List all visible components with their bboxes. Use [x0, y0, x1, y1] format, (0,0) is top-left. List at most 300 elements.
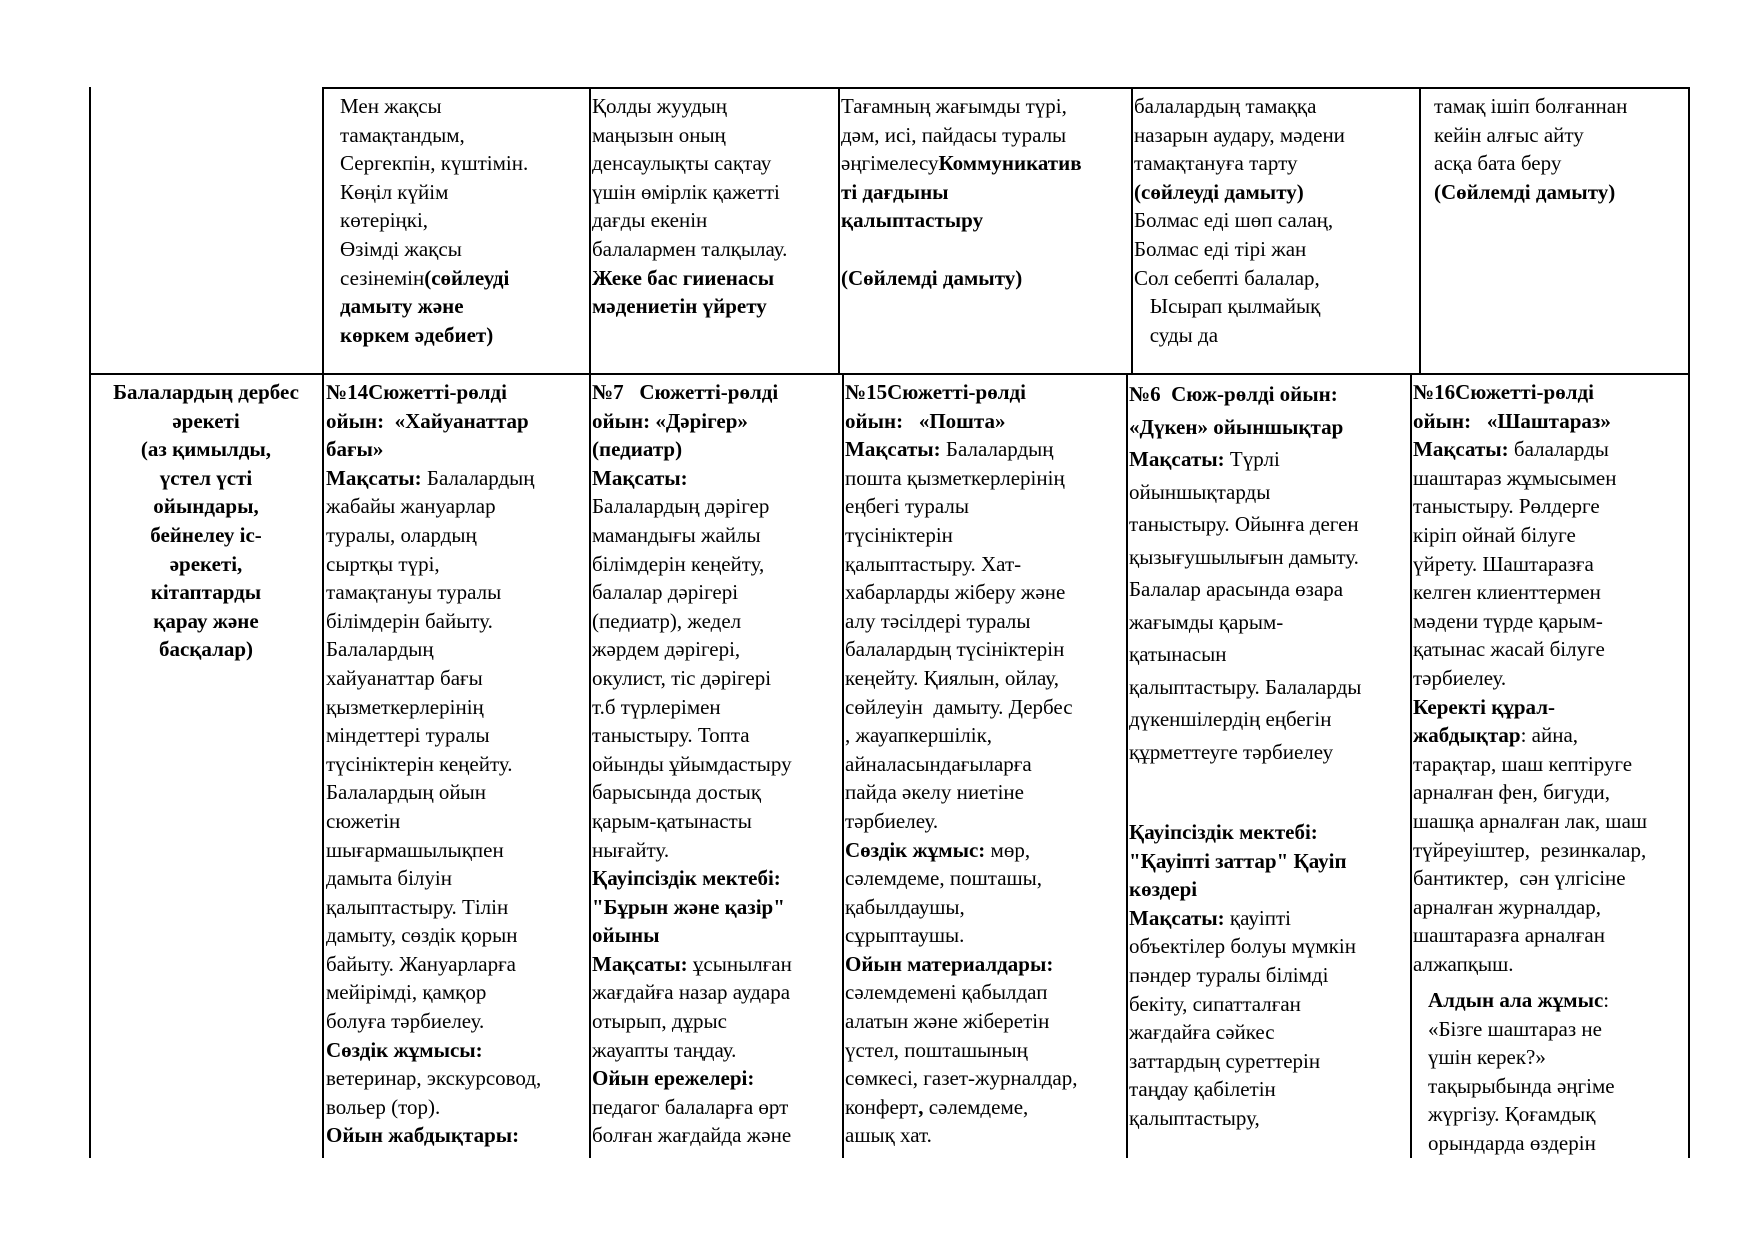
row2-col1-line: [326, 721, 541, 750]
row1-col1-text-run: Өзімді жақсы: [340, 236, 462, 261]
row1-col3-text: [841, 92, 1082, 292]
row2-col1-text-run: ойын: «Хайуанаттар: [326, 408, 529, 433]
row2-col5a-line: [1413, 378, 1647, 407]
row2-col3-text: [845, 378, 1078, 1150]
row2-col5a-line: [1413, 750, 1647, 779]
row2-col3-text-run: сәлемдемені қабылдап: [845, 980, 1048, 1005]
row2-col2-text-run: жәрдем дәрігері,: [592, 637, 741, 662]
row1-col2-line: [592, 264, 787, 293]
row1-col4-line: [1134, 321, 1345, 350]
row2-col4b-line: [1129, 1104, 1356, 1133]
row1-col4-text-run: тамақтануға тарту: [1134, 151, 1298, 176]
row2-col1-text: [326, 378, 541, 1150]
row2-col1-line: [326, 664, 541, 693]
row2-col1-line: [326, 578, 541, 607]
row2-col2-text-run: (педиатр): [592, 437, 683, 462]
row2-col4a-text-run: қатынасын: [1129, 642, 1227, 666]
row2-col3-text-run: үстел, пошташының: [845, 1037, 1028, 1062]
row1-col4-text-run: (сөйлеуді дамыту): [1134, 179, 1304, 204]
row2-col4a-text-run: Мақсаты:: [1129, 447, 1230, 471]
row1-col4-text-run: Ысырап қылмайық: [1134, 294, 1321, 319]
row1-col4-line: [1134, 206, 1345, 235]
row-divider-top: [322, 87, 1690, 89]
row1-col4-line: [1134, 178, 1345, 207]
row2-col4b-text-run: таңдау қабілетін: [1129, 1077, 1276, 1102]
row2-col3-line: [845, 407, 1078, 436]
row2-col3-line: [845, 778, 1078, 807]
row2-col3-text-run: еңбегі туралы: [845, 494, 969, 519]
table-left-border: [89, 87, 91, 1158]
row2-col4a-text-run: жағымды қарым-: [1129, 609, 1284, 634]
row2-col2-text-run: "Бұрын және қазір": [592, 894, 785, 919]
row2-col5a-line: [1413, 435, 1647, 464]
column-divider-2: [589, 87, 591, 1158]
column-divider-5-top: [1419, 87, 1421, 374]
row2-col5a-text-run: : айна,: [1520, 723, 1579, 748]
row1-col4-line: [1134, 235, 1345, 264]
row1-col5-text-run: (Сөйлемді дамыту): [1434, 179, 1616, 204]
row2-col1-line: [326, 864, 541, 893]
row2-col5a-line: [1413, 521, 1647, 550]
row1-col4-text-run: Болмас еді шөп салаң,: [1134, 208, 1334, 233]
row2-col2-text-run: Қауіпсіздік мектебі:: [592, 866, 781, 891]
row2-col3-line: [845, 864, 1078, 893]
row2-col1-line: [326, 1121, 541, 1150]
row2-col3-line: [845, 693, 1078, 722]
activity-label-line: ойындары,: [153, 494, 259, 519]
row2-col1-line: [326, 693, 541, 722]
row2-col3-line: [845, 950, 1078, 979]
row2-col4a-line: [1129, 573, 1361, 606]
row2-col5a-text-run: қатынас жасай білуге: [1413, 637, 1605, 662]
row2-col2-line: [592, 664, 792, 693]
row2-col5a-line: [1413, 607, 1647, 636]
row1-col5-line: [1434, 178, 1627, 207]
row2-col3-text-run: №15Сюжетті-рөлді: [845, 380, 1026, 404]
row2-col3-line: [845, 750, 1078, 779]
row1-col2-line: [592, 235, 787, 264]
row2-col3-text-run: пайда әкелу ниетіне: [845, 780, 1024, 805]
row2-col2-line: [592, 435, 792, 464]
row1-col3-text-run: Коммуникатив: [938, 151, 1082, 176]
row2-col5b-line: [1428, 1129, 1615, 1158]
row2-col2-line: [592, 778, 792, 807]
row2-col3-line: [845, 1007, 1078, 1036]
row1-col1-text-run: көтеріңкі,: [340, 208, 429, 233]
row1-col2-line: [592, 92, 787, 121]
row2-col3-text-run: сұрыптаушы.: [845, 923, 965, 948]
row1-col1-line: [340, 206, 528, 235]
row2-col3-text-run: түсініктерін: [845, 522, 953, 547]
row2-col2-line: [592, 1121, 792, 1150]
row1-col1-line: [340, 92, 528, 121]
row1-col3-line: [841, 178, 1082, 207]
row2-col1-text-run: мейірімді, қамқор: [326, 980, 487, 1005]
row2-col3-text-run: тәрбиелеу.: [845, 808, 939, 833]
row1-col3-line: [841, 264, 1082, 293]
row1-col1-text-run: дамыту және: [340, 294, 464, 319]
row2-col2-line: [592, 1007, 792, 1036]
row2-col5b-text-run: жүргізу. Қоғамдық: [1428, 1102, 1596, 1127]
row2-col1-line: [326, 407, 541, 436]
row2-col4b-line: [1129, 1018, 1356, 1047]
row2-col5a-text-run: келген клиенттермен: [1413, 580, 1601, 605]
row2-col1-text-run: жабайы жануарлар: [326, 494, 496, 519]
row2-col3-text-run: ойын: «Пошта»: [845, 408, 1006, 433]
row2-col2-line: [592, 1064, 792, 1093]
row2-col2-text-run: жауапты таңдау.: [592, 1037, 737, 1062]
row2-col3-text-run: ,: [918, 1094, 924, 1119]
row2-col3-text-run: Балалардың: [945, 437, 1054, 462]
row1-col3-text-run: ті дағдыны: [841, 179, 949, 204]
row2-col5b-line: [1428, 1043, 1615, 1072]
row2-col1-line: [326, 1093, 541, 1122]
row2-col1-text-run: байыту. Жануарларға: [326, 951, 517, 976]
row2-col4a-line: [1129, 476, 1361, 509]
row2-col5-text-part1: [1413, 378, 1647, 978]
row2-col2-text-run: Мақсаты:: [592, 465, 688, 490]
row1-col2-text-run: денсаулықты сақтау: [592, 151, 772, 176]
row2-col3-line: [845, 721, 1078, 750]
row2-col5a-line: [1413, 864, 1647, 893]
row2-col1-text-run: дамыту, сөздік қорын: [326, 923, 518, 948]
row2-col5a-text-run: тәрбиелеу.: [1413, 665, 1507, 690]
row2-col2-text: [592, 378, 792, 1150]
row1-col2-line: [592, 206, 787, 235]
row1-col2-line: [592, 121, 787, 150]
row2-col1-line: [326, 521, 541, 550]
row2-col5b-line: [1428, 1015, 1615, 1044]
row2-col5a-text-run: мәдени түрде қарым-: [1413, 608, 1603, 633]
row2-col1-text-run: білімдерін байыту.: [326, 608, 493, 633]
row1-col1-line: [340, 235, 528, 264]
row2-col3-line: [845, 1064, 1078, 1093]
row2-col3-text-run: қабылдаушы,: [845, 894, 965, 919]
row1-col4-text-run: балалардың тамаққа: [1134, 94, 1317, 118]
row2-col4a-line: [1129, 606, 1361, 639]
row2-col1-text-run: вольер (тор).: [326, 1094, 441, 1119]
row1-col2-text-run: үшін өмірлік қажетті: [592, 179, 780, 204]
row2-col4a-line: [1129, 736, 1361, 769]
row2-col3-text-run: Ойын материалдары:: [845, 951, 1054, 976]
row2-col4b-line: [1129, 1075, 1356, 1104]
activity-label: [92, 378, 320, 664]
activity-label-line: қарау және: [153, 608, 259, 633]
row2-col4a-text-run: №6 Сюж-рөлді ойын:: [1129, 382, 1338, 406]
row1-col2-text-run: мәдениетін үйрету: [592, 294, 767, 319]
row2-col3-line: [845, 836, 1078, 865]
row2-col5b-text-run: :: [1603, 988, 1610, 1012]
row2-col1-text-run: Балалардың: [426, 465, 535, 490]
row2-col2-text-run: №7 Сюжетті-рөлді: [592, 380, 779, 404]
activity-label-line: (аз қимылды,: [140, 437, 272, 462]
row2-col4b-line: [1129, 904, 1356, 933]
row2-col2-text-run: ойын: «Дәрігер»: [592, 408, 748, 433]
row2-col5a-text-run: түйреуіштер, резинкалар,: [1413, 837, 1647, 862]
row2-col1-line: [326, 836, 541, 865]
row2-col5a-line: [1413, 550, 1647, 579]
row1-col3-line: [841, 92, 1082, 121]
row2-col2-text-run: балалар дәрігері: [592, 580, 739, 605]
row2-col4a-text-run: қызығушылығын дамыту.: [1129, 544, 1359, 569]
row2-col2-line: [592, 721, 792, 750]
row2-col2-text-run: жағдайға назар аудара: [592, 980, 791, 1005]
row2-col5a-text-run: ойын: «Шаштараз»: [1413, 408, 1611, 433]
row2-col3-text-run: , жауапкершілік,: [845, 723, 993, 748]
table-right-border: [1688, 87, 1690, 1158]
row2-col3-text-run: алатын және жіберетін: [845, 1009, 1050, 1034]
row2-col1-line: [326, 750, 541, 779]
row2-col1-text-run: сюжетін: [326, 808, 401, 833]
row2-col3-line: [845, 1036, 1078, 1065]
row2-col3-text-run: сөйлеуін дамыту. Дербес: [845, 694, 1073, 719]
row1-col2-text-run: маңызын оның: [592, 122, 726, 147]
row2-col4b-line: [1129, 847, 1356, 876]
row2-col5b-line: [1428, 1072, 1615, 1101]
row2-col3-line: [845, 1093, 1078, 1122]
row2-col1-line: [326, 778, 541, 807]
row2-col3-text-run: Сөздік жұмыс:: [845, 837, 991, 862]
row1-col2-line: [592, 292, 787, 321]
row1-col5-text-run: асқа бата беру: [1434, 151, 1562, 176]
row2-col5b-text-run: «Бізге шаштараз не: [1428, 1016, 1602, 1041]
column-divider-3-bottom: [842, 373, 844, 1158]
row2-col2-line: [592, 1036, 792, 1065]
row2-col5b-text-run: үшін керек?»: [1428, 1045, 1546, 1070]
row2-col5a-text-run: шаштараз жұмысымен: [1413, 465, 1617, 490]
row2-col4a-text-run: Түрлі: [1229, 447, 1280, 471]
row2-col5a-text-run: Керекті құрал-: [1413, 694, 1555, 719]
row1-col3-text-run: Тағамның жағымды түрі,: [841, 94, 1067, 118]
row1-col1-text-run: тамақтандым,: [340, 122, 465, 147]
row2-col4b-text-run: объектілер болуы мүмкін: [1129, 934, 1356, 959]
activity-label-line: әрекеті: [172, 408, 240, 433]
row2-col1-line: [326, 893, 541, 922]
row2-col1-text-run: ветеринар, экскурсовод,: [326, 1066, 542, 1091]
row1-col1-text-run: (сөйлеуді: [424, 265, 510, 290]
row1-col3-text-run: әңгімелесу: [841, 151, 939, 176]
row2-col4a-text-run: Балалар арасында өзара: [1129, 577, 1344, 601]
row1-col2-text-run: Қолды жуудың: [592, 94, 727, 118]
row2-col5a-text-run: шаштаразға арналған: [1413, 923, 1605, 948]
row2-col2-line: [592, 978, 792, 1007]
row2-col2-text-run: қарым-қатынасты: [592, 808, 752, 833]
row2-col3-line: [845, 664, 1078, 693]
row2-col1-line: [326, 978, 541, 1007]
row1-col5-line: [1434, 121, 1627, 150]
row1-col1-text-run: Сергекпін, күштімін.: [340, 151, 529, 176]
row2-col2-text-run: Ойын ережелері:: [592, 1066, 755, 1091]
row2-col4-text-part1: [1129, 378, 1361, 768]
row2-col3-text-run: конферт: [845, 1094, 919, 1119]
row2-col2-line: [592, 693, 792, 722]
row1-col2-text: [592, 92, 787, 321]
row2-col5a-text-run: бантиктер, сән үлгісіне: [1413, 866, 1626, 891]
row2-col4b-line: [1129, 818, 1356, 847]
row2-col3-text-run: кеңейту. Қиялын, ойлау,: [845, 665, 1059, 690]
row2-col5b-line: [1428, 1100, 1615, 1129]
row1-col2-text-run: Жеке бас гииенасы: [592, 265, 775, 290]
row2-col1-text-run: Мақсаты:: [326, 465, 427, 490]
row1-col1-line: [340, 178, 528, 207]
row2-col3-text-run: қалыптастыру. Хат-: [845, 551, 1022, 576]
row2-col2-line: [592, 950, 792, 979]
row2-col4b-line: [1129, 1047, 1356, 1076]
row2-col5a-line: [1413, 635, 1647, 664]
row2-col5a-line: [1413, 464, 1647, 493]
row1-col3-line: [841, 121, 1082, 150]
row1-col3-text-run: дәм, исі, пайдасы туралы: [841, 122, 1067, 147]
row2-col4a-line: [1129, 378, 1361, 411]
column-divider-5-bottom: [1410, 373, 1412, 1158]
row1-col4-text-run: Болмас еді тірі жан: [1134, 236, 1307, 261]
row2-col1-text-run: Сөздік жұмысы:: [326, 1037, 483, 1062]
row2-col5a-text-run: тарақтар, шаш кептіруге: [1413, 751, 1633, 776]
row2-col2-text-run: Мақсаты:: [592, 951, 693, 976]
row1-col2-text-run: балалармен талқылау.: [592, 236, 788, 261]
row1-col2-line: [592, 178, 787, 207]
row2-col4a-line: [1129, 443, 1361, 476]
row2-col2-text-run: барысында достық: [592, 780, 762, 805]
row2-col1-line: [326, 1036, 541, 1065]
row2-col5a-text-run: шашқа арналған лак, шаш: [1413, 808, 1648, 833]
row1-col5-text: [1434, 92, 1627, 206]
row2-col1-line: [326, 435, 541, 464]
row1-col2-line: [592, 149, 787, 178]
row2-col5a-text-run: №16Сюжетті-рөлді: [1413, 380, 1594, 404]
row2-col5a-line: [1413, 664, 1647, 693]
row2-col4b-line: [1129, 932, 1356, 961]
row1-col4-line: [1134, 92, 1345, 121]
row2-col2-text-run: мамандығы жайлы: [592, 522, 761, 547]
row2-col2-line: [592, 1093, 792, 1122]
row2-col2-text-run: нығайту.: [592, 837, 670, 862]
row1-col3-line: [841, 206, 1082, 235]
row2-col1-text-run: түсініктерін кеңейту.: [326, 751, 513, 776]
row2-col5a-line: [1413, 407, 1647, 436]
row2-col1-text-run: дамыта білуін: [326, 866, 452, 891]
row2-col5a-line: [1413, 578, 1647, 607]
row1-col5-line: [1434, 92, 1627, 121]
row2-col5a-text-run: арналған журналдар,: [1413, 894, 1601, 919]
row2-col5-text-part2: [1428, 986, 1615, 1158]
row2-col2-text-run: (педиатр), жедел: [592, 608, 742, 633]
column-divider-4-top: [1131, 87, 1133, 374]
row2-col3-text-run: сөмкесі, газет-журналдар,: [845, 1066, 1078, 1091]
row2-col3-text-run: алу тәсілдері туралы: [845, 608, 1031, 633]
row2-col4b-text-run: жағдайға сәйкес: [1129, 1020, 1275, 1045]
row2-col3-text-run: ашық хат.: [845, 1123, 932, 1148]
row2-col1-text-run: туралы, олардың: [326, 522, 477, 547]
row2-col2-line: [592, 578, 792, 607]
row1-col1-text-run: көркем әдебиет): [340, 322, 494, 347]
row2-col5a-text-run: үйрету. Шаштаразға: [1413, 551, 1594, 576]
row2-col1-text-run: сыртқы түрі,: [326, 551, 440, 576]
activity-label-line: бейнелеу іс-: [150, 522, 262, 547]
row2-col4b-text-run: Қауіпсіздік мектебі:: [1129, 820, 1318, 844]
row2-col4a-text-run: дүкеншілердің еңбегін: [1129, 707, 1332, 731]
row2-col2-text-run: ұсынылған: [692, 951, 792, 976]
row2-col4-text-part2: [1129, 818, 1356, 1133]
row2-col4b-text-run: қауіпті: [1229, 905, 1291, 930]
row1-col1-line: [340, 264, 528, 293]
row2-col4a-line: [1129, 703, 1361, 736]
row1-col4-text-run: назарын аудару, мәдени: [1134, 122, 1345, 147]
row2-col4b-line: [1129, 961, 1356, 990]
row2-col2-text-run: ойыны: [592, 923, 660, 948]
row1-col1-line: [340, 149, 528, 178]
row2-col2-text-run: отырып, дұрыс: [592, 1009, 727, 1034]
row2-col4a-text-run: қалыптастыру. Балаларды: [1129, 674, 1362, 699]
row2-col3-text-run: сәлемдеме,: [923, 1094, 1029, 1119]
row2-col4a-line: [1129, 638, 1361, 671]
activity-label-line: үстел үсті: [159, 465, 253, 490]
row2-col2-line: [592, 464, 792, 493]
row1-col4-text-run: суды да: [1134, 322, 1219, 347]
row2-col3-text-run: балалардың түсініктерін: [845, 637, 1065, 662]
row1-col1-text-run: Көңіл күйім: [340, 179, 449, 204]
row-divider-middle: [89, 373, 1690, 375]
row2-col2-line: [592, 750, 792, 779]
row2-col3-line: [845, 807, 1078, 836]
row2-col5a-text-run: балаларды: [1513, 437, 1609, 462]
row1-col3-line: [841, 149, 1082, 178]
row2-col2-line: [592, 407, 792, 436]
row2-col5a-line: [1413, 836, 1647, 865]
row2-col2-text-run: педагог балаларға өрт: [592, 1094, 789, 1119]
row2-col1-text-run: тамақтануы туралы: [326, 580, 502, 605]
row2-col2-text-run: т.б түрлерімен: [592, 694, 721, 719]
row2-col3-line: [845, 635, 1078, 664]
row2-col4b-text-run: көздері: [1129, 877, 1198, 902]
row2-col3-line: [845, 492, 1078, 521]
row1-col5-line: [1434, 149, 1627, 178]
row2-col2-line: [592, 550, 792, 579]
row2-col5a-line: [1413, 778, 1647, 807]
row2-col3-line: [845, 378, 1078, 407]
row1-col3-text-run: (Сөйлемді дамыту): [841, 265, 1023, 290]
row1-col1-line: [340, 292, 528, 321]
row2-col5a-line: [1413, 950, 1647, 979]
row2-col3-text-run: пошта қызметкерлерінің: [845, 465, 1065, 490]
row2-col2-line: [592, 521, 792, 550]
row2-col1-line: [326, 550, 541, 579]
row2-col4a-line: [1129, 411, 1361, 444]
row2-col2-line: [592, 807, 792, 836]
row2-col5b-line: [1428, 986, 1615, 1015]
row2-col5a-line: [1413, 921, 1647, 950]
row2-col5a-line: [1413, 893, 1647, 922]
row1-col4-text-run: Сол себепті балалар,: [1134, 265, 1320, 290]
row2-col1-line: [326, 464, 541, 493]
row2-col2-text-run: ойынды ұйымдастыру: [592, 751, 792, 776]
row2-col3-text-run: Мақсаты:: [845, 437, 946, 462]
activity-label-line: Балалардың дербес: [113, 380, 299, 404]
row1-col1-text: [340, 92, 528, 349]
row2-col4b-text-run: Мақсаты:: [1129, 905, 1230, 930]
row2-col3-text-run: мөр,: [990, 837, 1031, 862]
row2-col5a-text-run: алжапқыш.: [1413, 951, 1514, 976]
row2-col4b-text-run: бекіту, сипатталған: [1129, 991, 1301, 1016]
row2-col4a-text-run: «Дүкен» ойыншықтар: [1129, 414, 1344, 439]
row2-col3-line: [845, 464, 1078, 493]
row1-col1-line: [340, 321, 528, 350]
row2-col4a-text-run: таныстыру. Ойынға деген: [1129, 512, 1359, 536]
row2-col4b-text-run: қалыптастыру,: [1129, 1105, 1260, 1130]
row2-col1-text-run: қызметкерлерінің: [326, 694, 484, 719]
row2-col2-line: [592, 893, 792, 922]
row2-col1-line: [326, 807, 541, 836]
